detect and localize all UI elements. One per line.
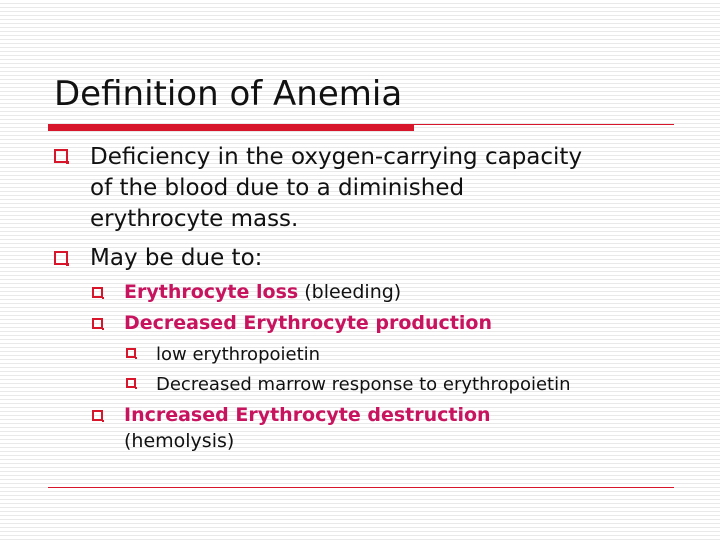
title-underline-thin xyxy=(414,124,674,125)
sub-bullet-erythrocyte-loss xyxy=(124,280,401,305)
checkbox-bullet-icon xyxy=(92,318,103,329)
checkbox-bullet-icon xyxy=(92,410,103,421)
checkbox-bullet-icon xyxy=(54,251,68,265)
plain-text: (bleeding) xyxy=(298,281,402,303)
bullet-1-line-2: of the blood due to a diminished xyxy=(90,175,465,201)
slide-title: Definition of Anemia xyxy=(54,74,403,114)
bottom-rule xyxy=(48,487,674,488)
title-underline-thick xyxy=(48,124,414,131)
sub-bullet-hemolysis: (hemolysis) xyxy=(124,430,235,452)
sub-bullet-decreased-production: Decreased Erythrocyte production xyxy=(124,312,492,334)
checkbox-bullet-icon xyxy=(92,287,103,298)
bullet-2: May be due to: xyxy=(90,245,263,271)
checkbox-bullet-icon xyxy=(126,378,136,388)
emphasis-text: Erythrocyte loss xyxy=(124,281,299,303)
sub-sub-bullet-low-erythropoietin: low erythropoietin xyxy=(156,344,321,365)
bullet-1-line-3: erythrocyte mass. xyxy=(90,206,299,232)
bullet-1-line-1: Deficiency in the oxygen-carrying capacity xyxy=(90,144,583,170)
sub-bullet-increased-destruction: Increased Erythrocyte destruction xyxy=(124,404,491,426)
checkbox-bullet-icon xyxy=(54,149,68,163)
sub-sub-bullet-marrow-response: Decreased marrow response to erythropoietin xyxy=(156,374,571,395)
checkbox-bullet-icon xyxy=(126,348,136,358)
